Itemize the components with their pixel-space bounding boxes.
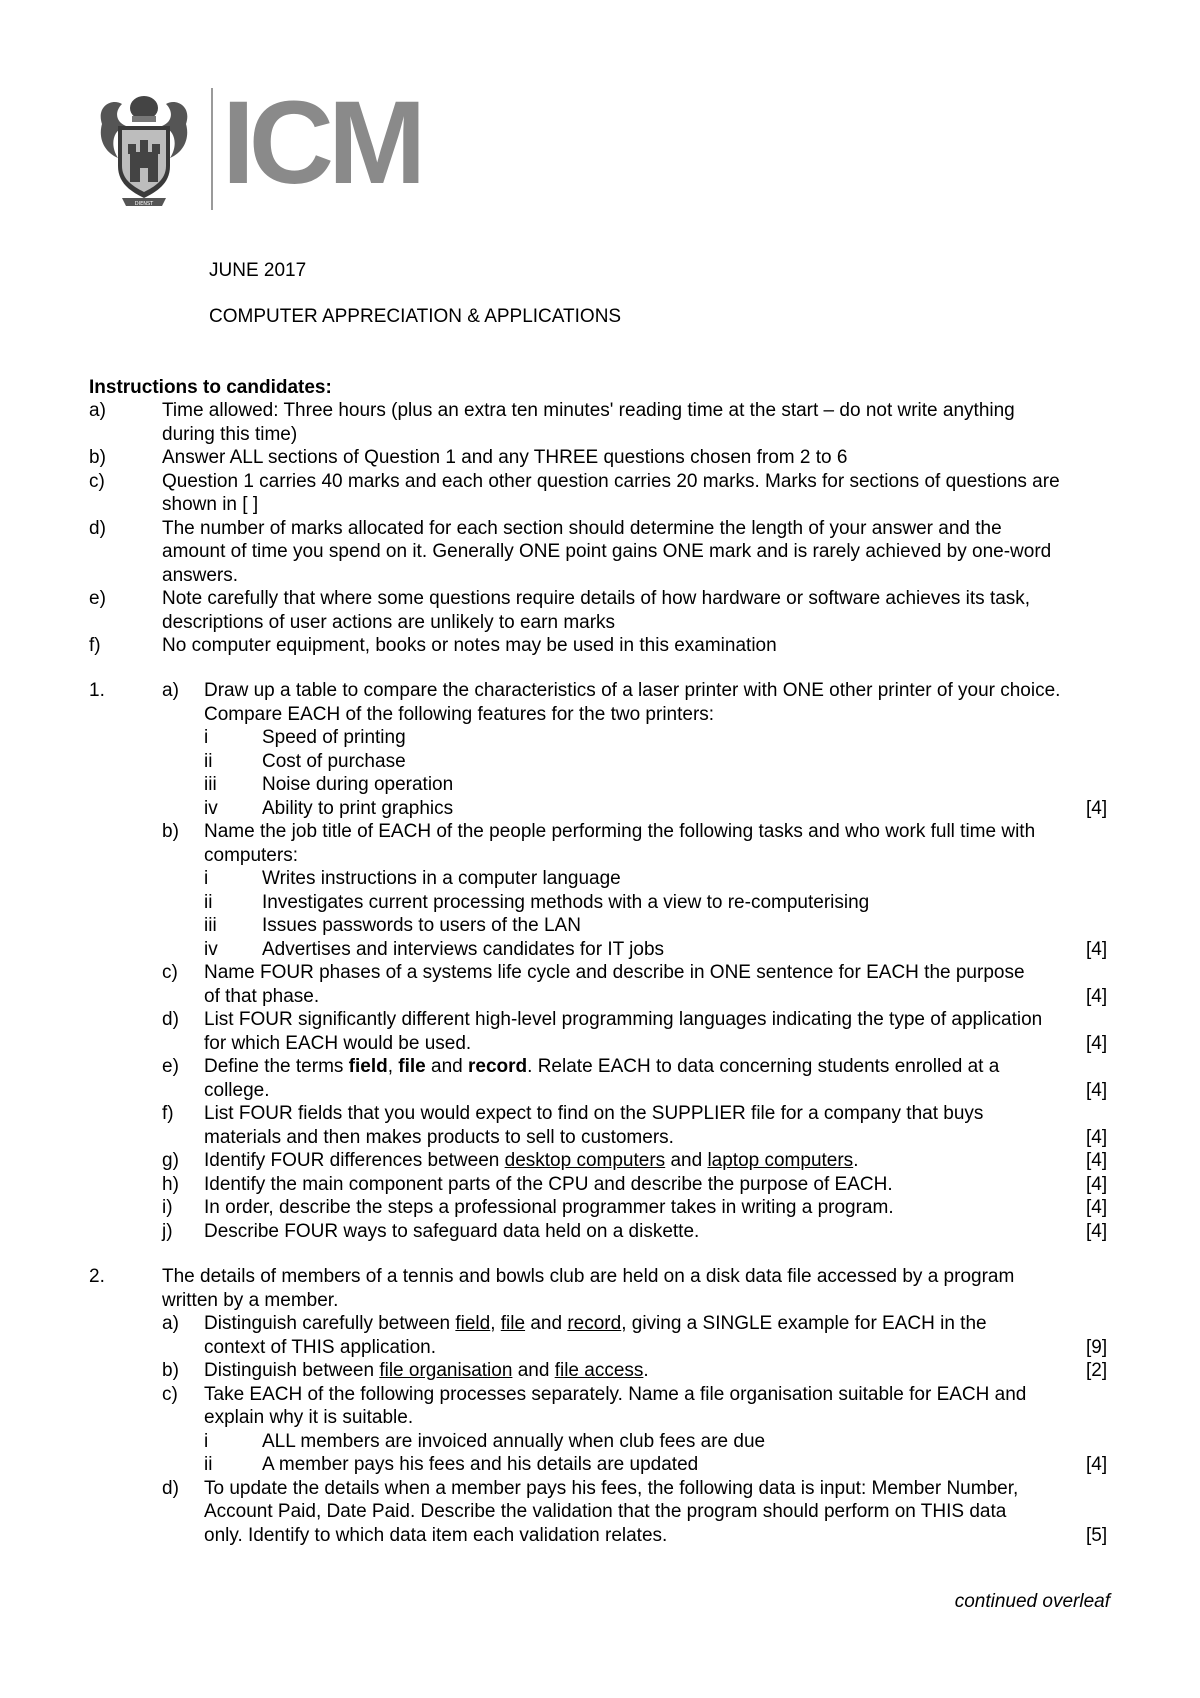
sub-number: iv <box>204 797 218 819</box>
part-text <box>204 1360 649 1382</box>
part-text: explain why it is suitable. <box>204 1407 414 1428</box>
part-text: List FOUR fields that you would expect to find on the SUPPLIER file for a company that buys <box>204 1103 984 1124</box>
sub-item <box>0 798 1200 822</box>
sub-text: Investigates current processing methods with a view to re-computerising <box>262 891 870 913</box>
part-text: only. Identify to which data item each validation relates. <box>204 1524 668 1546</box>
marks: [9] <box>1086 1336 1108 1358</box>
marks: [4] <box>1086 1150 1108 1171</box>
question-number: 1. <box>89 680 105 701</box>
marks: [4] <box>1086 797 1108 819</box>
underlined-term: desktop computers <box>504 1150 666 1171</box>
underlined-term: file access <box>554 1360 644 1381</box>
text-run: and <box>512 1360 555 1381</box>
sub-text: Issues passwords to users of the LAN <box>262 915 581 936</box>
sub-item <box>0 868 1200 892</box>
instructions-list <box>0 400 1200 659</box>
part-text: for which EACH would be used. <box>204 1032 472 1054</box>
sub-number: i <box>204 868 209 889</box>
underlined-term: file <box>500 1313 526 1334</box>
text-run: . Relate EACH to data concerning students enrolled at a <box>527 1056 1000 1077</box>
exam-subject: COMPUTER APPRECIATION & APPLICATIONS <box>209 306 622 327</box>
part-label: b) <box>162 1360 179 1381</box>
underlined-term: record <box>567 1313 622 1334</box>
logo-divider <box>211 88 213 210</box>
part-label: j) <box>162 1220 173 1242</box>
part-label: a) <box>162 680 179 701</box>
sub-number: iii <box>204 915 217 936</box>
part-text: computers: <box>204 844 298 866</box>
instruction-text: amount of time you spend on it. Generally ONE point gains ONE mark and is rarely achieved by one-word <box>162 541 1052 562</box>
instruction-label: e) <box>89 588 106 609</box>
sub-number: ii <box>204 750 213 772</box>
part-label: a) <box>162 1313 179 1334</box>
instruction-item <box>0 400 1200 424</box>
instruction-text: The number of marks allocated for each section should determine the length of your answer and the <box>162 517 1002 539</box>
sub-text: Cost of purchase <box>262 750 406 772</box>
instruction-item <box>0 447 1200 471</box>
marks: [2] <box>1086 1360 1108 1381</box>
logo-wordmark: ICM <box>222 77 421 209</box>
sub-text: ALL members are invoiced annually when club fees are due <box>262 1430 766 1452</box>
instruction-label: f) <box>89 635 101 656</box>
part-text: Describe FOUR ways to safeguard data held on a diskette. <box>204 1220 700 1242</box>
exam-date: JUNE 2017 <box>209 260 307 281</box>
sub-item <box>0 751 1200 775</box>
instruction-text: Question 1 carries 40 marks and each other question carries 20 marks. Marks for sections of questions are <box>162 470 1060 492</box>
continued-overleaf: continued overleaf <box>954 1591 1110 1612</box>
sub-text: A member pays his fees and his details are updated <box>262 1454 699 1475</box>
question-number: 2. <box>89 1266 105 1287</box>
part-label: g) <box>162 1150 179 1171</box>
part-text: Account Paid, Date Paid. Describe the validation that the program should perform on THIS data <box>204 1501 1007 1522</box>
text-run: Distinguish between <box>204 1360 380 1381</box>
instruction-text: Time allowed: Three hours (plus an extra ten minutes' reading time at the start – do not write anything <box>162 400 1015 421</box>
sub-item <box>0 915 1200 939</box>
instruction-item <box>0 588 1200 612</box>
marks: [4] <box>1086 1220 1108 1242</box>
part-text <box>204 1056 999 1078</box>
underlined-term: field <box>455 1313 491 1334</box>
marks: [5] <box>1086 1524 1108 1546</box>
text-run: and <box>665 1150 708 1171</box>
instruction-text: answers. <box>162 564 239 586</box>
part-text <box>204 1150 858 1172</box>
sub-item <box>0 727 1200 751</box>
sub-item <box>0 1454 1200 1478</box>
term-record: record <box>468 1056 528 1077</box>
sub-number: iii <box>204 774 217 795</box>
instruction-text: descriptions of user actions are unlikely to earn marks <box>162 611 616 633</box>
instructions-title: Instructions to candidates: <box>89 377 332 398</box>
part-text: Take EACH of the following processes separately. Name a file organisation suitable for EACH and <box>204 1383 1027 1405</box>
text-run: and <box>525 1313 568 1334</box>
part-text: materials and then makes products to sell to customers. <box>204 1126 674 1148</box>
part-label: e) <box>162 1056 179 1077</box>
text-run: . <box>853 1150 859 1171</box>
text-run: , <box>387 1056 399 1077</box>
marks: [4] <box>1086 938 1108 960</box>
part-text: List FOUR significantly different high-level programming languages indicating the type of application <box>204 1009 1043 1030</box>
part-label: c) <box>162 962 178 983</box>
part-text: Draw up a table to compare the characteristics of a laser printer with ONE other printer of your choice. <box>204 680 1061 701</box>
part-text <box>204 1313 987 1335</box>
sub-text: Speed of printing <box>262 727 406 748</box>
instruction-text: Answer ALL sections of Question 1 and any THREE questions chosen from 2 to 6 <box>162 447 848 468</box>
sub-number: iv <box>204 938 218 960</box>
marks: [4] <box>1086 1197 1108 1218</box>
part-text: context of THIS application. <box>204 1336 436 1358</box>
instruction-label: a) <box>89 400 106 421</box>
part-text: In order, describe the steps a professional programmer takes in writing a program. <box>204 1197 894 1218</box>
instruction-item <box>0 518 1200 542</box>
sub-text: Ability to print graphics <box>262 797 454 819</box>
text-run: and <box>425 1056 469 1077</box>
crest-logo <box>92 86 196 210</box>
sub-number: i <box>204 727 209 748</box>
instruction-label: d) <box>89 517 106 539</box>
text-run: , giving a SINGLE example for EACH in the <box>621 1313 987 1334</box>
instruction-label: c) <box>89 470 105 492</box>
crest-motto: DIENST <box>134 201 154 207</box>
part-label: i) <box>162 1197 173 1218</box>
part-label: h) <box>162 1173 179 1195</box>
instruction-item <box>0 635 1200 659</box>
part-text: To update the details when a member pays his fees, the following data is input: Member Number, <box>204 1477 1019 1499</box>
question-intro: written by a member. <box>162 1289 339 1311</box>
term-file: file <box>398 1056 426 1077</box>
marks: [4] <box>1086 1032 1108 1054</box>
term-field: field <box>348 1056 388 1077</box>
sub-item <box>0 774 1200 798</box>
underlined-term: laptop computers <box>707 1150 854 1171</box>
marks: [4] <box>1086 1079 1108 1101</box>
text-run: Distinguish carefully between <box>204 1313 456 1334</box>
sub-item <box>0 1431 1200 1455</box>
instruction-label: b) <box>89 447 106 468</box>
instruction-item <box>0 471 1200 495</box>
sub-number: i <box>204 1430 209 1452</box>
part-label: c) <box>162 1383 178 1405</box>
question-intro: The details of members of a tennis and bowls club are held on a disk data file accessed by a program <box>162 1266 1015 1287</box>
instruction-text: Note carefully that where some questions require details of how hardware or software achieves its task, <box>162 588 1031 609</box>
text-run: Define the terms <box>204 1056 349 1077</box>
sub-number: ii <box>204 1454 213 1475</box>
marks: [4] <box>1086 1454 1108 1475</box>
part-label: d) <box>162 1477 179 1499</box>
marks: [4] <box>1086 1173 1108 1195</box>
text-run: . <box>643 1360 649 1381</box>
sub-text: Noise during operation <box>262 774 454 795</box>
sub-number: ii <box>204 891 213 913</box>
underlined-term: file organisation <box>379 1360 513 1381</box>
part-text: Name the job title of EACH of the people performing the following tasks and who work full time with <box>204 821 1036 842</box>
part-text: of that phase. <box>204 985 320 1007</box>
sub-item <box>0 892 1200 916</box>
sub-item <box>0 939 1200 963</box>
sub-text: Advertises and interviews candidates for IT jobs <box>262 938 665 960</box>
instruction-text: during this time) <box>162 423 298 445</box>
question-1 <box>0 680 1200 1244</box>
sub-text: Writes instructions in a computer language <box>262 868 621 889</box>
part-text: Identify the main component parts of the CPU and describe the purpose of EACH. <box>204 1173 893 1195</box>
part-text: college. <box>204 1079 270 1101</box>
text-run: , <box>490 1313 501 1334</box>
part-label: f) <box>162 1103 174 1124</box>
marks: [4] <box>1086 985 1108 1007</box>
part-text: Name FOUR phases of a systems life cycle and describe in ONE sentence for EACH the purpose <box>204 962 1025 983</box>
part-label: b) <box>162 821 179 842</box>
marks: [4] <box>1086 1126 1108 1148</box>
question-2 <box>0 1266 1200 1548</box>
instruction-text: No computer equipment, books or notes may be used in this examination <box>162 635 777 656</box>
part-label: d) <box>162 1009 179 1030</box>
part-text: Compare EACH of the following features for the two printers: <box>204 703 715 725</box>
instruction-text: shown in [ ] <box>162 494 259 515</box>
text-run: Identify FOUR differences between <box>204 1150 505 1171</box>
